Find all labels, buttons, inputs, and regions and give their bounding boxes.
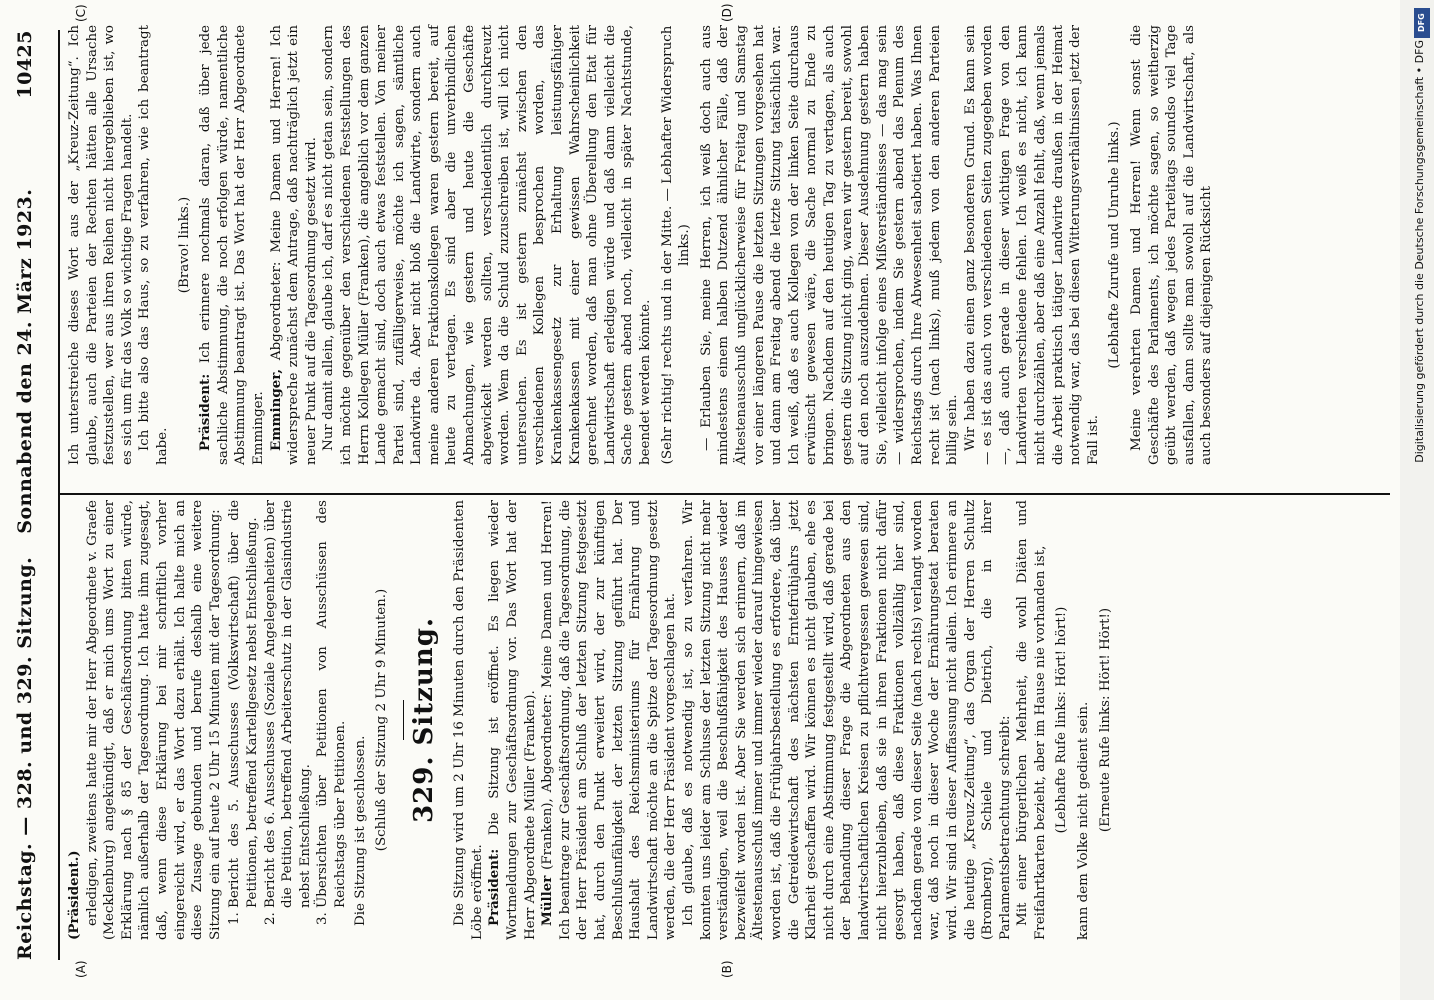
margin-mark-c: (C) xyxy=(74,4,88,22)
left-column xyxy=(66,500,1118,940)
speech-text: Die Sitzung ist eröffnet. Es liegen wieder Wortmeldungen zur Geschäftsordnung vor. Das Wort hat der Herr Abgeordnete Müller (Franken). xyxy=(487,500,538,940)
paragraph: Wir haben dazu einen ganz besonderen Grund. Es kann sein — es ist das auch von verschiedenen Seiten zugegeben worden —, daß auch gerade in dieser wichtigen Frage von den Landwirten verschiedene fehlen. Ich weiß es nicht, ich kann nicht durchzählen, aber daß eine Anzahl fehlt, daß, wenn jemals die Arbeit praktisch tätiger Landwirte draußen in der Heimat notwendig war, das bei diesen Witterungsverhältnissen jetzt der Fall ist. xyxy=(962,25,1101,465)
speaker-name: Müller xyxy=(539,875,556,926)
agenda-item: 3. Übersichten über Petitionen von Ausschüssen des Reichstags über Petitionen. xyxy=(314,500,349,908)
header-rule xyxy=(58,30,60,960)
interjection: (Bravo! links.) xyxy=(176,196,192,294)
interjection: (Lebhafte Zurufe und Unruhe links.) xyxy=(1107,121,1123,369)
speech-text: Ich erinnere nochmals daran, daß über jede sachliche Abstimmung, die noch erfolgen würde, namentliche Abstimmung beantragt ist. Das Wort hat der Herr Abgeordnete Emminger. xyxy=(198,25,266,465)
paragraph: erledigen, zweitens hatte mir der Herr Abgeordnete v. Graefe (Mecklenburg) angekündigt, daß er mich ums Wort zu einer Erklärung nach § 85 der Geschäftsordnung bitten würde, nämlich außerhalb der Tagesordnung. Ich hatte ihm zugesagt, daß, wenn diese Erklärung bei mir schriftlich vorher eingereicht wird, er das Wort dazu erhält. Ich halte mich an diese Zusage gebunden und berufe deshalb eine weitere Sitzung ein auf heute 2 Uhr 15 Minuten mit der Tagesordnung: xyxy=(84,500,223,940)
paragraph: Nur damit allein, glaube ich, darf es nicht getan sein, sondern ich möchte gegenüber den verschiedenen Feststellungen des Herrn Kollegen Müller (Franken), die angeblich vor dem ganzen Lande gemacht sind, doch auch etwas feststellen. Von meiner Partei sind, zufälligerweise, möchte ich sagen, sämtliche Landwirte da. Aber nicht bloß die Landwirte, sondern auch meine anderen Fraktionskollegen waren gestern bereit, auf heute zu vertagen. Es sind aber die unverbindlichen Abmachungen, wie gestern und heute die Geschäfte abgewickelt werden sollten, verschiedentlich durchkreuzt worden. Wem da die Schuld zuzuschreiben ist, will ich nicht untersuchen. Es ist gestern zunächst zwischen den verschiedenen Kollegen besprochen worden, das Krankenkassengesetz zur Erhaltung leistungsfähiger Krankenkassen mit einer gewissen Wahrscheinlichkeit gerechnet worden, daß man ohne Überellung den Etat für Landwirtschaft erledigen würde und daß dann vielleicht die Sache gestern abend noch, vielleicht in später Nachtstunde, beendet werden könnte. xyxy=(321,25,653,465)
digitization-note xyxy=(1405,0,1434,1000)
quote: kann dem Volke nicht gedient sein. xyxy=(1076,701,1092,940)
header-left: Reichstag. — 328. und 329. Sitzung. xyxy=(14,556,36,960)
agenda-item: 1. Bericht des 5. Ausschusses (Volkswirtschaft) über die Petitionen, betreffend Kartellgesetz nebst Entschließung. xyxy=(226,500,261,908)
paragraph: Ich unterstreiche dieses Wort aus der „Kreuz-Zeitung“. Ich glaube, auch die Parteien der Rechten hätten alle Ursache festzustellen, wer aus ihren Reihen nicht hiergeblieben ist, wo es sich um für das Volk so wichtige Fragen handelt. xyxy=(67,25,135,465)
interjection: (Sehr richtig! rechts und in der Mitte. — Lebhafter Widerspruch links.) xyxy=(659,25,693,465)
agenda-list xyxy=(226,500,349,940)
agenda-item: 2. Bericht des 6. Ausschusses (Soziale Angelegenheiten) über die Petition, betreffend Arbeiterschutz in der Glasindustrie nebst Entschließung. xyxy=(262,500,315,908)
speaker-name: Präsident: xyxy=(486,848,503,926)
digitization-note-text: Digitalisierung gefördert durch die Deutsche Forschungsgemeinschaft • DFG xyxy=(1413,40,1426,463)
paragraph: — Erlauben Sie, meine Herren, ich weiß doch auch aus mindestens einem halben Dutzend ähnlicher Fälle, daß der Ältestenausschuß unglücklicherweise für Freitag und Samstag vor einer längeren Pause die letzten Sitzungen vorgesehen hat und dann am Freitag abend die letzte Sitzung tatsächlich war. Ich weiß, daß es auch Kollegen von der linken Seite durchaus erwünscht gewesen wäre, die Sache normal zu Ende zu bringen. Nachdem auf den heutigen Tag zu vertagen, als auch gestern die Sitzung nicht ging, waren wir gestern bereit, sowohl auf den noch auszudehnen. Dieser Ausdehnung gestern haben Sie, vielleicht infolge eines Mißverständnisses — das mag sein — widersprochen, indem Sie gestern abend das Plenum des Reichstags durch Ihre Abwesenheit sabotiert haben. Was Ihnen recht ist (nach links), muß jedem von den anderen Parteien billig sein. xyxy=(698,25,961,465)
paragraph: Ich glaube, daß es notwendig ist, so zu verfahren. Wir konnten uns leider am Schlusse der letzten Sitzung nicht mehr verständigen, weil die Beschlußfähigkeit des Hauses wieder bezweifelt worden ist. Aber Sie werden sich erinnern, daß im Ältestenausschuß immer und immer wieder darauf hingewiesen worden ist, daß die Frühjahrsbestellung es erfordere, daß über die Getreidewirtschaft des nächsten Erntefrühjahrs jetzt Klarheit geschaffen wird. Wir können es nicht glauben, ehe es nicht durch eine Abstimmung festgestellt wird, daß gerade bei der Behandlung dieser Frage die Abgeordneten aus den landwirtschaftlichen Kreisen zu pflichtvergessen gewesen sind, nicht hierzubleiben, daß sie in ihren Fraktionen nicht dafür gesorgt haben, daß diese Fraktionen vollzählig hier sind, nachdem gerade von dieser Seite (nach rechts) verlangt worden war, daß noch in dieser Woche der Ernährungsetat beraten wird. Wir sind in dieser Auffassung nicht allein. Ich erinnere an die heutige „Kreuz-Zeitung“, das Organ der Herren Schultz (Bromberg), Schiele und Dietrich, die in ihrer Parlamentsbetrachtung schreibt: xyxy=(681,500,1013,940)
margin-mark-b: (B) xyxy=(720,960,734,978)
running-header xyxy=(14,30,54,960)
margin-mark-a: (A) xyxy=(74,960,88,978)
interjection: (Erneute Rufe links: Hört! Hört!) xyxy=(1097,607,1113,833)
closing-note: (Schluß der Sitzung 2 Uhr 9 Minuten.) xyxy=(374,588,390,852)
paragraph: Die Sitzung wird um 2 Uhr 16 Minuten durch den Präsidenten Löbe eröffnet. xyxy=(452,500,485,940)
dfg-logo: DFG xyxy=(1414,8,1430,38)
quote: Mit einer bürgerlichen Mehrheit, die wohl Diäten und Freifahrtkarten bezieht, aber im Hause nie vorhanden ist, xyxy=(1015,500,1048,940)
header-date: Sonnabend den 24. März 1923. xyxy=(14,188,36,534)
speaker-name: Präsident: xyxy=(197,373,214,451)
speaker-name: Emminger, xyxy=(267,369,284,451)
interjection: (Lebhafte Rufe links: Hört! hört!) xyxy=(1054,606,1070,834)
speaker-tag: (Präsident.) xyxy=(66,850,82,940)
section-rule xyxy=(403,700,404,740)
paragraph xyxy=(539,500,680,940)
speech-text: Abgeordneter: Meine Damen und Herren! Ich widerspreche zunächst dem Antrage, daß nachträglich jetzt ein neuer Punkt auf die Tagesordnung gesetzt wird. xyxy=(268,25,319,465)
paragraph xyxy=(197,25,267,465)
speech-text: (Franken), Abgeordneter: Meine Damen und Herren! Ich beantrage zur Geschäftsordnung, daß die Tagesordnung, die der Herr Präsident am Schluß der letzten Sitzung festgesetzt hat, durch den Punkt erweitert wird, der zur künftigen Beschlußunfähigkeit der letzten Sitzung geführt hat. Der Haushalt des Reichsministeriums für Ernährung und Landwirtschaft möchte an die Spitze der Tagesordnung gesetzt werden, die der Herr Präsident vorgeschlagen hat. xyxy=(540,500,679,940)
right-column xyxy=(66,25,1216,465)
page-number: 10425 xyxy=(14,30,36,99)
column-divider xyxy=(60,493,1390,495)
paragraph xyxy=(486,500,539,940)
paragraph: Ich bitte also das Haus, so zu verfahren, wie ich beantragt habe. xyxy=(137,25,170,465)
paragraph: Die Sitzung ist geschlossen. xyxy=(352,735,368,926)
margin-mark-d: (D) xyxy=(720,3,734,22)
paragraph: Meine verehrten Damen und Herren! Wenn sonst die Geschäfte des Parlaments, ich möchte sagen, so weitherzig geübt werden, daß wegen jedes Parteitags soundso viel Tage ausfallen, dann sollte man sowohl auf die Landwirtschaft, als auch besonders auf diejenigen Rücksicht xyxy=(1129,25,1215,465)
paragraph xyxy=(268,25,321,465)
section-title: 329. Sitzung. xyxy=(408,617,439,823)
